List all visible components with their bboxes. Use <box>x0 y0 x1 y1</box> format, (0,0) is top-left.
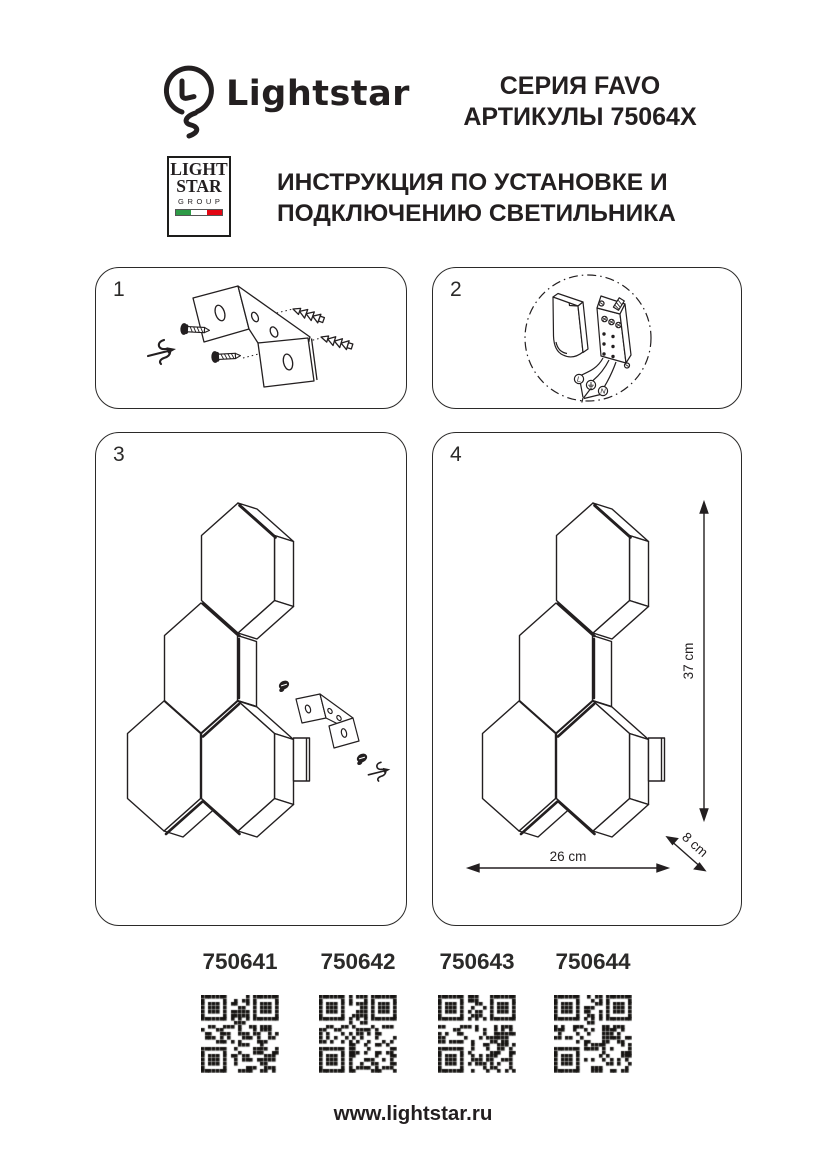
width-dimension-arrow <box>468 864 668 872</box>
step-2-panel <box>432 267 742 409</box>
canopy-cover <box>553 294 588 357</box>
qr-code <box>438 995 516 1073</box>
article-code: 750644 <box>555 949 631 974</box>
screw-icon <box>212 350 241 362</box>
qr-code <box>201 995 279 1073</box>
terminal-block <box>597 296 631 368</box>
logo-word-group: GROUP <box>178 197 224 206</box>
article-code: 750643 <box>439 949 515 974</box>
step-3-panel <box>95 432 407 926</box>
fixing-screw-icon <box>276 679 291 693</box>
page-title <box>277 167 676 229</box>
step-2-illustration <box>433 268 739 405</box>
page-title-line2: ПОДКЛЮЧЕНИЮ СВЕТИЛЬНИКА <box>277 200 676 227</box>
qr-code <box>554 995 632 1073</box>
step-1-illustration <box>96 268 404 405</box>
step-4-panel <box>432 432 742 926</box>
brand-wordmark: Lightstar <box>226 74 410 114</box>
step-2-number: 2 <box>450 278 462 301</box>
step-3-number: 3 <box>113 443 125 466</box>
step-4-number: 4 <box>450 443 462 466</box>
logo-word-light: LIGHT <box>170 159 228 179</box>
mounting-bracket <box>193 286 317 387</box>
height-dimension-arrow <box>700 502 708 820</box>
qr-code <box>319 995 397 1073</box>
depth-dimension-label: 8 cm <box>679 829 711 861</box>
articles-line: АРТИКУЛЫ 75064X <box>463 103 697 131</box>
lightstar-bulb-logo-icon <box>161 58 219 140</box>
article-code: 750641 <box>202 949 278 974</box>
page-title-line1: ИНСТРУКЦИЯ ПО УСТАНОВКЕ И <box>277 169 668 196</box>
step-3-illustration <box>96 433 404 922</box>
fixing-screw-icon <box>354 752 369 766</box>
neutral-wire-label: N <box>600 386 606 396</box>
width-dimension-label: 26 cm <box>549 849 587 864</box>
italy-flag-icon <box>175 209 223 216</box>
step-1-number: 1 <box>113 278 125 301</box>
step-1-panel <box>95 267 407 409</box>
height-dimension-label: 37 cm <box>681 642 696 680</box>
article-code: 750642 <box>320 949 396 974</box>
series-title: СЕРИЯ FAVO <box>499 72 661 100</box>
logo-word-star: STAR <box>176 176 222 196</box>
step-4-illustration <box>433 433 739 922</box>
series-block <box>448 71 712 133</box>
lightstar-group-logo <box>167 156 231 237</box>
wires <box>581 358 617 403</box>
wall-anchor-icon <box>320 333 354 351</box>
wall-anchor-icon <box>291 305 325 325</box>
turn-screw-icon <box>368 762 390 781</box>
website-url: www.lightstar.ru <box>333 1102 493 1125</box>
live-wire-label: L <box>576 374 582 384</box>
turn-screw-icon <box>148 340 176 364</box>
